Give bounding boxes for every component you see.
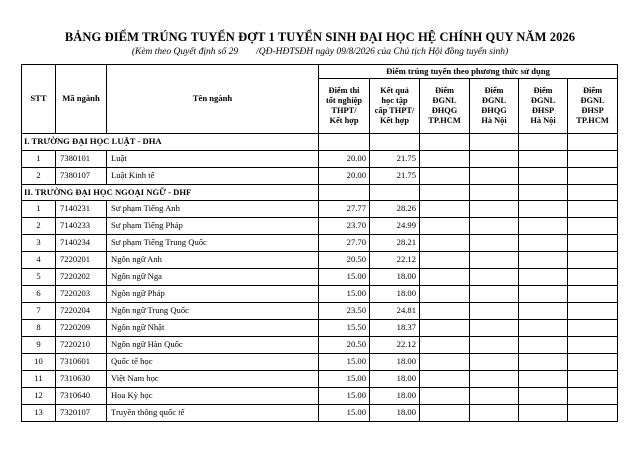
cell-code: 7380107 bbox=[56, 167, 107, 184]
cell-score-hocba: 28.26 bbox=[370, 201, 420, 218]
cell-score-empty bbox=[519, 252, 568, 269]
cell-stt: 6 bbox=[22, 286, 56, 303]
cell-score-empty bbox=[420, 405, 470, 422]
table-row bbox=[22, 371, 618, 388]
cell-score-empty bbox=[470, 235, 519, 252]
header-score-col-4 bbox=[470, 79, 519, 134]
cell-name: Ngôn ngữ Trung Quốc bbox=[107, 303, 319, 320]
cell-score-empty bbox=[568, 167, 618, 184]
header-score-line: học tập bbox=[381, 95, 408, 105]
cell-code: 7320107 bbox=[56, 405, 107, 422]
cell-score-thpt: 15.50 bbox=[319, 320, 370, 337]
cell-score-hocba: 24.81 bbox=[370, 303, 420, 320]
cell-name: Sư phạm Tiếng Anh bbox=[107, 201, 319, 218]
cell-score-empty bbox=[470, 354, 519, 371]
cell-stt: 13 bbox=[22, 405, 56, 422]
cell-score-hocba: 28.21 bbox=[370, 235, 420, 252]
cell-code: 7140233 bbox=[56, 218, 107, 235]
cell-stt: 3 bbox=[22, 235, 56, 252]
header-score-line: ĐGNL bbox=[530, 95, 556, 105]
cell-name: Sư phạm Tiếng Trung Quốc bbox=[107, 235, 319, 252]
cell-score-empty bbox=[568, 320, 618, 337]
header-score-line: tốt nghiệp bbox=[325, 95, 363, 105]
cell-score-empty bbox=[519, 405, 568, 422]
cell-stt: 2 bbox=[22, 167, 56, 184]
cell-name: Luật Kinh tế bbox=[107, 167, 319, 184]
document-title: BẢNG ĐIỂM TRÚNG TUYỂN ĐỢT 1 TUYỂN SINH ĐẠI HỌC HỆ CHÍNH QUY NĂM 2026 bbox=[64, 30, 576, 44]
cell-code: 7220210 bbox=[56, 337, 107, 354]
cell-name: Ngôn ngữ Hàn Quốc bbox=[107, 337, 319, 354]
cell-score-empty bbox=[519, 269, 568, 286]
table-row bbox=[22, 388, 618, 405]
table-row bbox=[22, 354, 618, 371]
cell-score-thpt: 20.50 bbox=[319, 252, 370, 269]
cell-code: 7220201 bbox=[56, 252, 107, 269]
cell-stt: 10 bbox=[22, 354, 56, 371]
section-empty-cell bbox=[519, 134, 568, 151]
header-group: Điểm trúng tuyển theo phương thức sử dụng bbox=[319, 65, 618, 79]
header-score-col-6 bbox=[568, 79, 618, 134]
cell-name: Ngôn ngữ Nhật bbox=[107, 320, 319, 337]
cell-score-empty bbox=[519, 150, 568, 167]
cell-score-hocba: 24.99 bbox=[370, 218, 420, 235]
cell-score-empty bbox=[420, 218, 470, 235]
cell-score-hocba: 18.00 bbox=[370, 405, 420, 422]
cell-code: 7220202 bbox=[56, 269, 107, 286]
cell-score-empty bbox=[568, 354, 618, 371]
cell-score-empty bbox=[470, 218, 519, 235]
cell-score-empty bbox=[420, 252, 470, 269]
cell-score-empty bbox=[420, 235, 470, 252]
cell-score-empty bbox=[470, 388, 519, 405]
section-empty-cell bbox=[370, 184, 420, 201]
cell-score-hocba: 18.00 bbox=[370, 388, 420, 405]
cell-score-empty bbox=[420, 303, 470, 320]
header-score-line: ĐGNL bbox=[432, 95, 457, 105]
table-row bbox=[22, 235, 618, 252]
header-score-line: Kết hợp bbox=[379, 116, 410, 126]
table-row bbox=[22, 337, 618, 354]
cell-score-empty bbox=[470, 167, 519, 184]
cell-name: Ngôn ngữ Pháp bbox=[107, 286, 319, 303]
cell-score-empty bbox=[519, 235, 568, 252]
cell-score-empty bbox=[568, 303, 618, 320]
cell-name: Truyền thông quốc tế bbox=[107, 405, 319, 422]
section-empty-cell bbox=[470, 184, 519, 201]
section-title: I. TRƯỜNG ĐẠI HỌC LUẬT - DHA bbox=[22, 134, 319, 151]
cell-score-empty bbox=[568, 235, 618, 252]
cell-score-empty bbox=[420, 286, 470, 303]
section-empty-cell bbox=[568, 184, 618, 201]
cell-score-hocba: 21.75 bbox=[370, 167, 420, 184]
table-row bbox=[22, 405, 618, 422]
cell-stt: 2 bbox=[22, 218, 56, 235]
cell-name: Sư phạm Tiếng Pháp bbox=[107, 218, 319, 235]
header-score-line: Kết quả bbox=[380, 85, 409, 95]
cell-stt: 12 bbox=[22, 388, 56, 405]
cell-stt: 8 bbox=[22, 320, 56, 337]
header-code: Mã ngành bbox=[56, 65, 107, 134]
table-row bbox=[22, 218, 618, 235]
cell-score-empty bbox=[420, 320, 470, 337]
cell-code: 7220203 bbox=[56, 286, 107, 303]
cell-score-empty bbox=[519, 354, 568, 371]
cell-code: 7140231 bbox=[56, 201, 107, 218]
section-empty-cell bbox=[420, 184, 470, 201]
cell-score-empty bbox=[420, 337, 470, 354]
header-score-line: ĐGNL bbox=[580, 95, 605, 105]
cell-score-empty bbox=[420, 269, 470, 286]
cell-stt: 1 bbox=[22, 201, 56, 218]
cell-name: Hoa Kỳ học bbox=[107, 388, 319, 405]
header-score-line: ĐGNL bbox=[481, 95, 507, 105]
table-row bbox=[22, 252, 618, 269]
header-score-line: Hà Nội bbox=[481, 116, 507, 126]
cell-score-empty bbox=[519, 303, 568, 320]
header-score-line: Điểm bbox=[533, 85, 553, 95]
cell-code: 7310630 bbox=[56, 371, 107, 388]
cell-score-empty bbox=[420, 388, 470, 405]
header-score-line: TP.HCM bbox=[428, 116, 461, 126]
cell-score-empty bbox=[420, 150, 470, 167]
cell-score-empty bbox=[519, 320, 568, 337]
header-score-line: TP.HCM bbox=[576, 116, 609, 126]
subtitle-part1: (Kèm theo Quyết định số 29 bbox=[131, 47, 239, 57]
header-score-line: Điểm bbox=[484, 85, 504, 95]
cell-stt: 1 bbox=[22, 150, 56, 167]
cell-score-hocba: 22.12 bbox=[370, 252, 420, 269]
cell-score-empty bbox=[470, 405, 519, 422]
section-row bbox=[22, 134, 618, 151]
cell-score-thpt: 27.77 bbox=[319, 201, 370, 218]
cell-score-thpt: 20.00 bbox=[319, 167, 370, 184]
cell-score-thpt: 27.70 bbox=[319, 235, 370, 252]
cell-score-empty bbox=[519, 201, 568, 218]
table-row bbox=[22, 269, 618, 286]
table-row bbox=[22, 320, 618, 337]
cell-score-empty bbox=[568, 337, 618, 354]
cell-code: 7140234 bbox=[56, 235, 107, 252]
table-row bbox=[22, 201, 618, 218]
header-score-line: ĐHQG bbox=[431, 106, 458, 115]
cell-name: Luật bbox=[107, 150, 319, 167]
cell-score-empty bbox=[568, 201, 618, 218]
cell-score-empty bbox=[519, 218, 568, 235]
cell-score-empty bbox=[519, 337, 568, 354]
cell-score-empty bbox=[420, 201, 470, 218]
cell-score-hocba: 18.00 bbox=[370, 286, 420, 303]
cell-score-empty bbox=[470, 337, 519, 354]
section-empty-cell bbox=[420, 134, 470, 151]
table-row bbox=[22, 303, 618, 320]
cell-score-empty bbox=[470, 320, 519, 337]
cell-score-empty bbox=[470, 303, 519, 320]
cell-score-empty bbox=[519, 167, 568, 184]
cell-score-empty bbox=[470, 252, 519, 269]
header-score-col-5 bbox=[519, 79, 568, 134]
header-score-line: ĐHSP bbox=[581, 106, 604, 115]
cell-name: Ngôn ngữ Nga bbox=[107, 269, 319, 286]
cell-score-thpt: 20.00 bbox=[319, 150, 370, 167]
cell-score-empty bbox=[568, 371, 618, 388]
cell-score-thpt: 23.50 bbox=[319, 303, 370, 320]
cell-score-hocba: 18.00 bbox=[370, 269, 420, 286]
cell-score-thpt: 15.00 bbox=[319, 286, 370, 303]
header-score-line: Hà Nội bbox=[530, 116, 556, 126]
header-score-col-2 bbox=[370, 79, 420, 134]
cell-score-empty bbox=[568, 252, 618, 269]
cell-name: Quốc tế học bbox=[107, 354, 319, 371]
cell-score-thpt: 20.50 bbox=[319, 337, 370, 354]
table-row bbox=[22, 167, 618, 184]
cell-score-thpt: 23.70 bbox=[319, 218, 370, 235]
cell-score-thpt: 15.00 bbox=[319, 371, 370, 388]
cell-code: 7380101 bbox=[56, 150, 107, 167]
cell-code: 7310601 bbox=[56, 354, 107, 371]
cell-score-empty bbox=[568, 286, 618, 303]
cell-score-empty bbox=[420, 167, 470, 184]
cell-code: 7220204 bbox=[56, 303, 107, 320]
cell-score-empty bbox=[470, 269, 519, 286]
cell-score-thpt: 15.00 bbox=[319, 354, 370, 371]
cell-code: 7310640 bbox=[56, 388, 107, 405]
cell-name: Việt Nam học bbox=[107, 371, 319, 388]
section-title: II. TRƯỜNG ĐẠI HỌC NGOẠI NGỮ - DHF bbox=[22, 184, 319, 201]
header-stt: STT bbox=[22, 65, 56, 134]
cell-name: Ngôn ngữ Anh bbox=[107, 252, 319, 269]
cell-stt: 5 bbox=[22, 269, 56, 286]
cell-score-hocba: 18.00 bbox=[370, 354, 420, 371]
section-empty-cell bbox=[519, 184, 568, 201]
section-empty-cell bbox=[470, 134, 519, 151]
cell-score-empty bbox=[519, 286, 568, 303]
header-score-line: Kết hợp bbox=[329, 116, 359, 126]
section-empty-cell bbox=[319, 184, 370, 201]
header-score-line: cấp THPT/ bbox=[374, 106, 415, 115]
header-score-line: Điểm bbox=[583, 85, 603, 95]
cell-score-empty bbox=[420, 354, 470, 371]
header-score-col-3 bbox=[420, 79, 470, 134]
cell-score-empty bbox=[568, 269, 618, 286]
section-empty-cell bbox=[370, 134, 420, 151]
header-score-line: Điểm bbox=[434, 85, 455, 95]
cell-score-empty bbox=[519, 371, 568, 388]
cell-score-thpt: 15.00 bbox=[319, 269, 370, 286]
subtitle-part2: /QĐ-HĐTSĐH ngày 09/8/2026 của Chủ tịch Hội đồng tuyển sinh) bbox=[256, 47, 509, 57]
header-score-line: ĐHSP bbox=[531, 106, 555, 115]
cell-stt: 7 bbox=[22, 303, 56, 320]
section-row bbox=[22, 184, 618, 201]
cell-code: 7220209 bbox=[56, 320, 107, 337]
header-name: Tên ngành bbox=[107, 65, 319, 134]
document-subtitle bbox=[0, 47, 640, 57]
header-score-line: Điểm thi bbox=[328, 85, 360, 95]
cell-score-empty bbox=[568, 150, 618, 167]
cell-score-empty bbox=[470, 201, 519, 218]
cell-score-empty bbox=[568, 405, 618, 422]
cell-score-thpt: 15.00 bbox=[319, 405, 370, 422]
cell-score-empty bbox=[420, 371, 470, 388]
header-score-col-1 bbox=[319, 79, 370, 134]
header-score-line: THPT/ bbox=[331, 106, 357, 115]
cell-score-empty bbox=[470, 150, 519, 167]
table-row bbox=[22, 150, 618, 167]
cell-score-thpt: 15.00 bbox=[319, 388, 370, 405]
cell-score-hocba: 18.00 bbox=[370, 371, 420, 388]
cell-stt: 9 bbox=[22, 337, 56, 354]
cell-score-empty bbox=[568, 218, 618, 235]
cell-stt: 11 bbox=[22, 371, 56, 388]
admission-scores-table bbox=[21, 64, 618, 422]
section-empty-cell bbox=[319, 134, 370, 151]
section-empty-cell bbox=[568, 134, 618, 151]
cell-score-empty bbox=[568, 388, 618, 405]
cell-score-hocba: 18.37 bbox=[370, 320, 420, 337]
table-row bbox=[22, 286, 618, 303]
cell-score-hocba: 22.12 bbox=[370, 337, 420, 354]
cell-score-empty bbox=[470, 286, 519, 303]
cell-score-empty bbox=[519, 388, 568, 405]
cell-score-empty bbox=[470, 371, 519, 388]
header-score-line: ĐHQG bbox=[481, 106, 507, 115]
cell-score-hocba: 21.75 bbox=[370, 150, 420, 167]
cell-stt: 4 bbox=[22, 252, 56, 269]
